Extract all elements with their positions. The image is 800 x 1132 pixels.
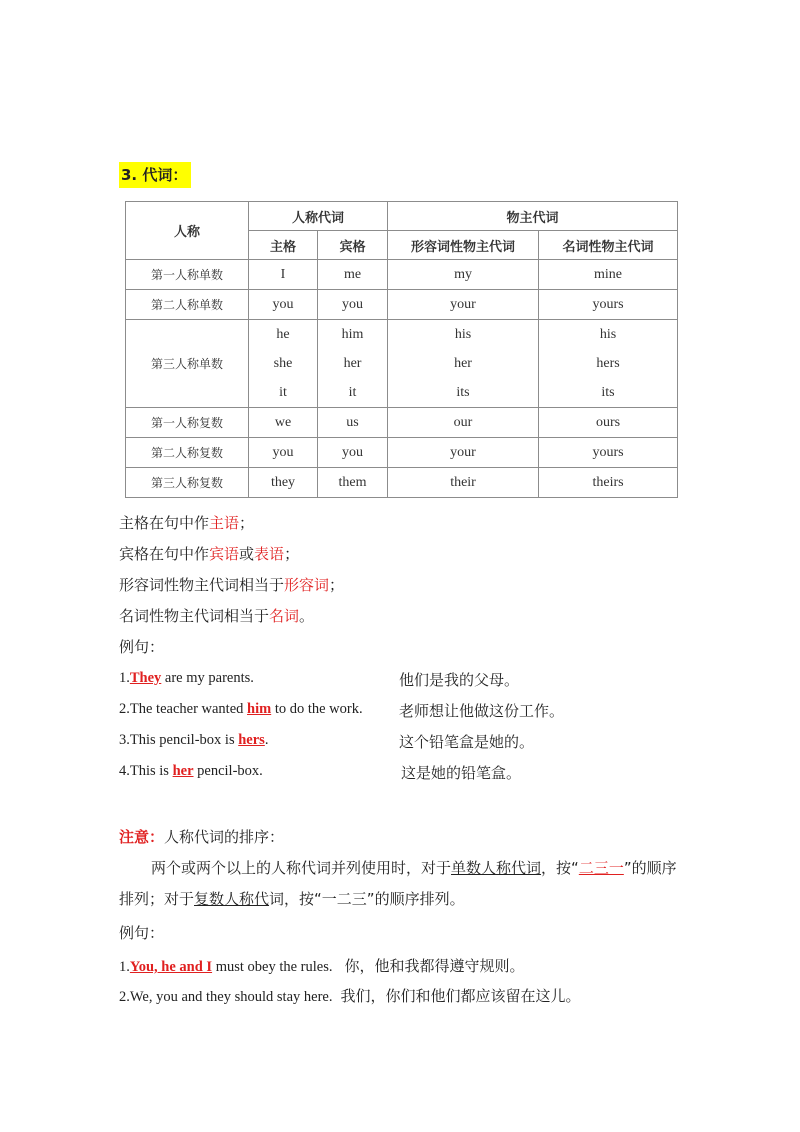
cell-noun-possessive: yours	[539, 290, 678, 320]
example-4-en: 4.This is her pencil-box.	[119, 763, 263, 779]
pronoun-it-object: it	[348, 385, 357, 400]
cell-adj-possessive: my	[388, 260, 539, 290]
header-personal-pronoun: 人称代词	[249, 202, 388, 231]
example2-1: 1.You, he and I must obey the rules. 你，他和我都得遵守规则。	[119, 957, 525, 975]
cell-object: us	[318, 408, 388, 438]
table-row	[126, 438, 678, 468]
example2-2: 2.We, you and they should stay here. 我们，你们和他们都应该留在这儿。	[119, 987, 581, 1005]
cell-subject: you	[249, 438, 318, 468]
cell-subject: they	[249, 468, 318, 498]
cell-noun-possessive: mine	[539, 260, 678, 290]
cell-object: you	[318, 290, 388, 320]
cell-noun-possessive: yours	[539, 438, 678, 468]
cell-adj-possessive: our	[388, 408, 539, 438]
rule-object: 宾格在句中作宾语或表语；	[119, 545, 300, 563]
example-3-cn: 这个铅笔盒是她的。	[399, 733, 535, 751]
example-4-cn: 这是她的铅笔盒。	[401, 764, 522, 782]
examples-label: 例句：	[119, 638, 165, 656]
section-title: 3. 代词：	[119, 162, 191, 188]
table-row	[126, 290, 678, 320]
table-row	[126, 320, 678, 408]
header-object: 宾格	[318, 231, 388, 260]
cell-subject: we	[249, 408, 318, 438]
pronoun-its-noun: its	[601, 385, 615, 400]
pronoun-he: he	[276, 327, 290, 342]
header-noun-possessive: 名词性物主代词	[539, 231, 678, 260]
example-3-en: 3.This pencil-box is hers.	[119, 732, 269, 748]
pronoun-table	[125, 201, 678, 498]
pronoun-she: she	[273, 356, 293, 371]
cell-person: 第三人称单数	[126, 320, 249, 408]
pronoun-her: her	[343, 356, 362, 371]
example2-1-cn: 你，他和我都得遵守规则。	[344, 957, 525, 975]
rule-adj-possessive: 形容词性物主代词相当于形容词；	[119, 576, 345, 594]
rule-noun-possessive: 名词性物主代词相当于名词。	[119, 607, 315, 625]
table-row	[126, 260, 678, 290]
pronoun-its: its	[456, 385, 470, 400]
pronoun-his: his	[454, 327, 472, 342]
cell-person: 第二人称复数	[126, 438, 249, 468]
pronoun-hers: hers	[596, 356, 620, 371]
header-person: 人称	[126, 202, 249, 260]
rule-subject: 主格在句中作主语；	[119, 514, 255, 532]
example-1-en: 1.They are my parents.	[119, 670, 254, 686]
example-2-cn: 老师想让他做这份工作。	[399, 702, 565, 720]
note-label: 注意：	[119, 828, 165, 846]
cell-object: them	[318, 468, 388, 498]
pronoun-him: him	[341, 327, 364, 342]
cell-object: me	[318, 260, 388, 290]
cell-person: 第一人称单数	[126, 260, 249, 290]
example-1-cn: 他们是我的父母。	[399, 671, 520, 689]
cell-adj-possessive: your	[388, 438, 539, 468]
example-2-en: 2.The teacher wanted him to do the work.	[119, 701, 363, 717]
cell-adj-possessive	[388, 320, 539, 408]
cell-person: 第三人称复数	[126, 468, 249, 498]
example2-2-cn: 我们，你们和他们都应该留在这儿。	[340, 987, 581, 1005]
cell-noun-possessive: ours	[539, 408, 678, 438]
note-heading: 注意：人称代词的排序：	[119, 828, 285, 846]
header-adj-possessive: 形容词性物主代词	[388, 231, 539, 260]
cell-object	[318, 320, 388, 408]
examples2-label: 例句：	[119, 924, 165, 942]
pronoun-it: it	[279, 385, 287, 400]
pronoun-his-noun: his	[599, 327, 617, 342]
cell-adj-possessive: your	[388, 290, 539, 320]
cell-person: 第一人称复数	[126, 408, 249, 438]
cell-person: 第二人称单数	[126, 290, 249, 320]
cell-subject: you	[249, 290, 318, 320]
cell-object: you	[318, 438, 388, 468]
header-subject: 主格	[249, 231, 318, 260]
pronoun-her-adj: her	[454, 356, 472, 371]
header-possessive-pronoun: 物主代词	[388, 202, 678, 231]
table-row	[126, 408, 678, 438]
cell-noun-possessive	[539, 320, 678, 408]
note-paragraph: 两个或两个以上的人称代词并列使用时，对于单数人称代词，按“二三一”的顺序排列；对于复数人称代词，按“一二三”的顺序排列。	[119, 859, 677, 908]
cell-subject	[249, 320, 318, 408]
cell-noun-possessive: theirs	[539, 468, 678, 498]
cell-adj-possessive: their	[388, 468, 539, 498]
cell-subject: I	[249, 260, 318, 290]
table-row	[126, 468, 678, 498]
